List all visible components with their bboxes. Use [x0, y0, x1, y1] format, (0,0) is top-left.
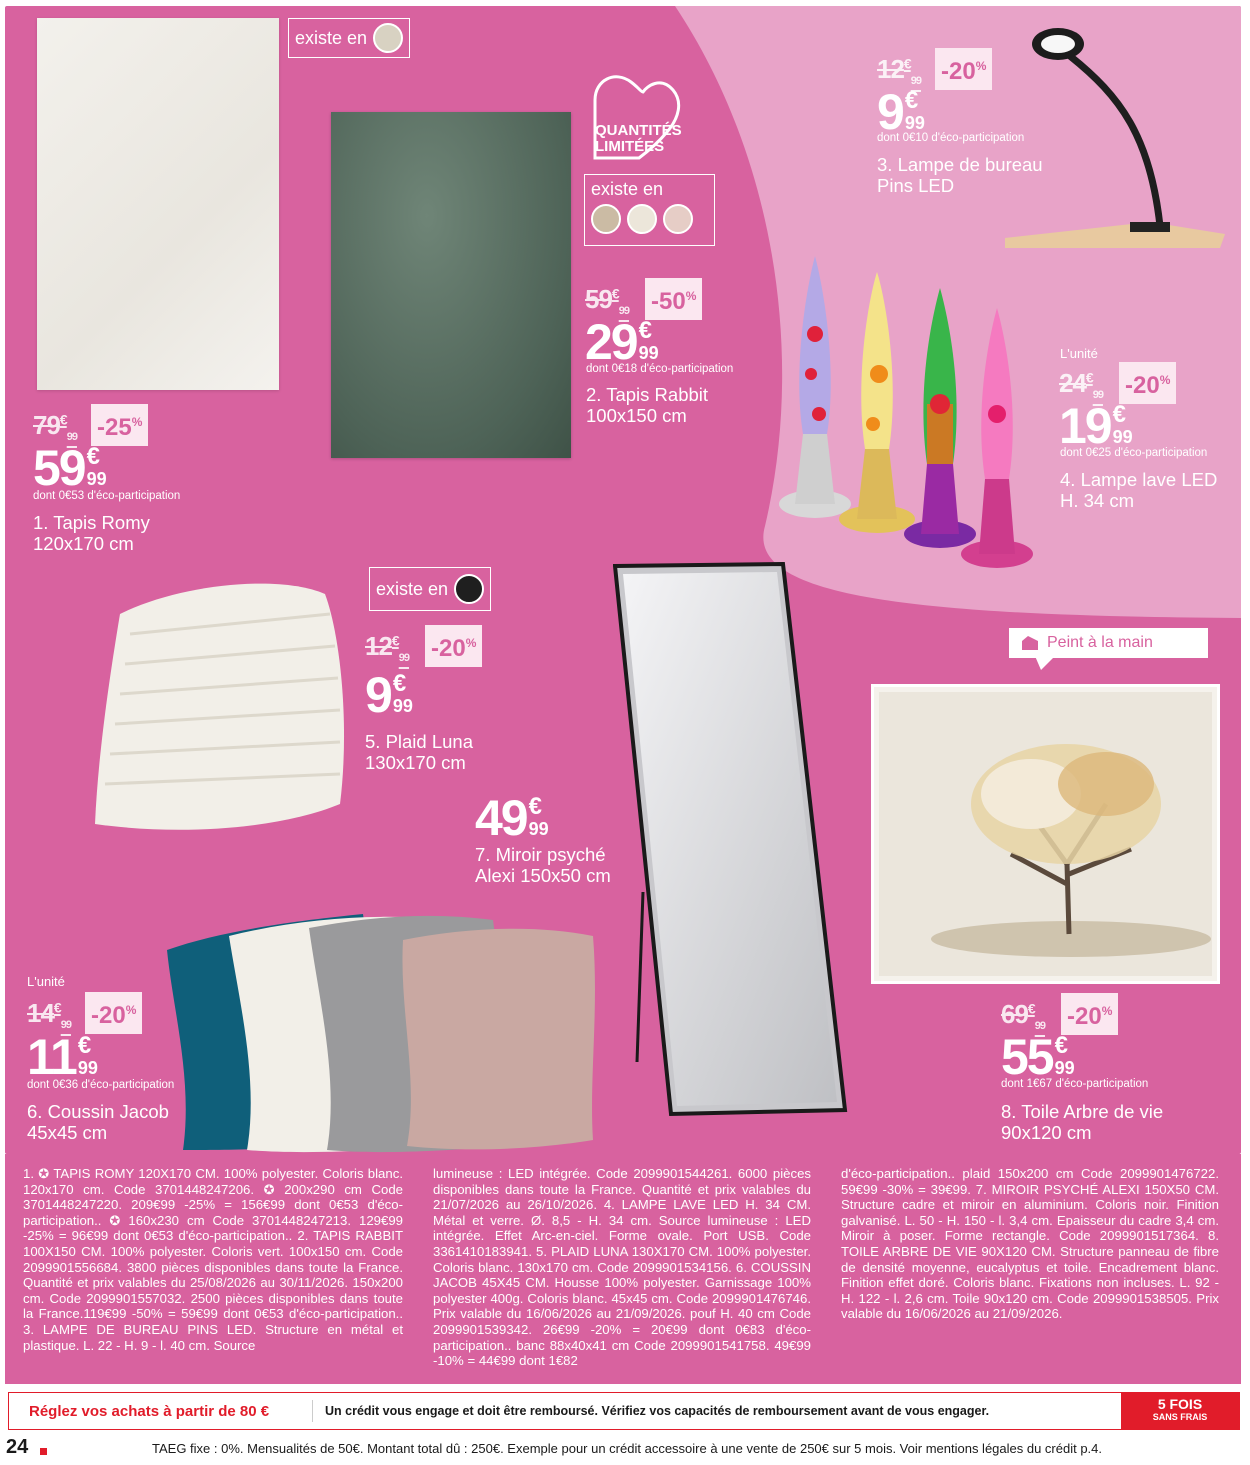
cream-swatch[interactable]	[627, 204, 657, 234]
credit-banner-disclaimer: Un crédit vous engage et doit être remboursé. Vérifiez vos capacités de remboursement avant de vous engager.	[325, 1404, 990, 1418]
eco-participation-4: dont 0€25 d'éco-participation	[1060, 447, 1208, 459]
old-price-8: $69^€_{99}$	[1001, 999, 1045, 1033]
unit-label-6: L'unité	[27, 974, 65, 989]
miroir-psyche-image	[613, 562, 849, 1118]
hand-icon	[1021, 635, 1039, 651]
price-4: 19 € 99	[1059, 398, 1133, 454]
five-times-badge	[1121, 1393, 1239, 1429]
existe-en-label: existe en	[376, 578, 449, 599]
credit-banner-left: Réglez vos achats à partir de 80 €	[9, 1400, 313, 1422]
product-name-4: 4. Lampe lave LED H. 34 cm	[1060, 469, 1218, 511]
coussins-jacob-image	[163, 910, 601, 1154]
discount-badge-2: -50%	[645, 278, 702, 320]
price-2: 29 € 99	[585, 314, 659, 370]
tapis-rabbit-image	[331, 112, 571, 458]
old-price-5: $12^€_{99}$	[365, 631, 409, 665]
details-column-1: 1. ✪ TAPIS ROMY 120X170 CM. 100% polyester. Coloris blanc. 120x170 cm. Code 3701448247206. ✪ 200x290 cm Code 3701448247220. 209€99 -25% = 156€99 dont 0€53 d'éco-participation.. ✪ 160x230 cm Code 3701448247213. 129€99 -25% = 96€99 dont 0€53 d'éco-participation.. 2. TAPIS RABBIT 100X150 CM. 100% polyester. Coloris vert. 100x150 cm. Code 2099901556684. 3800 pièces disponibles dans toute la France. Quantité et prix valables du 25/08/2026 au 30/11/2026. 150x200 cm. Code 2099901557032. 2500 pièces disponibles dans toute la France.119€99 -50% = 59€99 dont 0€53 d'éco-participation.. 3. LAMPE DE BUREAU PINS LED. Structure en métal et plastique. L. 22 - H. 9 - l. 40 cm. Source	[23, 1166, 403, 1353]
pink-swatch[interactable]	[663, 204, 693, 234]
discount-badge-1: -25%	[91, 404, 148, 446]
price-3: 9 € 99	[877, 84, 925, 140]
eco-participation-1: dont 0€53 d'éco-participation	[33, 490, 181, 502]
sans-frais-label: SANS FRAIS	[1152, 1412, 1208, 1422]
lampe-bureau-image	[1000, 16, 1235, 254]
price-5: 9 € 99	[365, 667, 413, 723]
price-6: 11 € 99	[27, 1029, 98, 1085]
eco-participation-6: dont 0€36 d'éco-participation	[27, 1079, 175, 1091]
color-options-rug-rabbit	[288, 18, 410, 58]
quantites-line-2: LIMITÉES	[595, 138, 665, 155]
price-1: 59 € 99	[33, 440, 107, 496]
product-name-5: 5. Plaid Luna 130x170 cm	[365, 731, 474, 773]
price-8: 55 € 99	[1001, 1029, 1075, 1085]
catalog-panel	[5, 6, 1241, 1154]
painted-label: Peint à la main	[1047, 634, 1153, 651]
product-name-2: 2. Tapis Rabbit 100x150 cm	[586, 384, 709, 426]
product-name-7: 7. Miroir psyché Alexi 150x50 cm	[475, 844, 611, 886]
taupe-swatch[interactable]	[591, 204, 621, 234]
quantites-line-1: QUANTITÉS	[595, 122, 682, 139]
old-price-6: $14^€_{99}$	[27, 998, 71, 1032]
old-price-3: $12^€_{99}$	[877, 54, 921, 88]
limited-quantity-badge	[595, 123, 682, 155]
toile-arbre-image	[871, 684, 1220, 984]
tapis-romy-image	[37, 18, 279, 390]
beige-swatch[interactable]	[373, 23, 403, 53]
eco-participation-2: dont 0€18 d'éco-participation	[586, 363, 734, 375]
product-name-8: 8. Toile Arbre de vie 90x120 cm	[1001, 1101, 1164, 1143]
painted-by-hand-tag	[1009, 628, 1208, 658]
taeg-notice: TAEG fixe : 0%. Mensualités de 50€. Montant total dû : 250€. Exemple pour un crédit accessoire à une vente de 250€ sur 5 mois. Voir mentions légales du crédit p.4.	[152, 1441, 1103, 1456]
discount-badge-3: -20%	[935, 48, 992, 90]
black-swatch[interactable]	[454, 574, 484, 604]
old-price-2: $59^€_{99}$	[585, 284, 629, 318]
page-marker	[40, 1448, 47, 1455]
color-options-plaid	[369, 567, 491, 611]
lampes-lave-image	[775, 254, 1045, 584]
existe-en-label: existe en	[591, 179, 664, 199]
page-number: 24	[6, 1436, 29, 1458]
five-times-label: 5 FOIS	[1157, 1396, 1203, 1412]
unit-label-4: L'unité	[1060, 346, 1098, 361]
eco-participation-8: dont 1€67 d'éco-participation	[1001, 1078, 1149, 1090]
details-column-2: lumineuse : LED intégrée. Code 2099901544261. 6000 pièces disponibles dans toute la France. Quantité et prix valables du 21/07/2026 au 26/10/2026. 4. LAMPE LAVE LED H. 34 CM. Métal et verre. Ø. 8,5 - H. 34 cm. Source lumineuse : LED intégrée. Effet Arc-en-ciel. Forme ovale. Port USB. Code 3361410183941. 5. PLAID LUNA 130X170 CM. 100% polyester. Coloris blanc. 130x170 cm. Code 2099901534156. 6. COUSSIN JACOB 45X45 CM. Housse 100% polyester. Garnissage 100% polyester 400g. Coloris blanc. 45x45 cm. Code 2099901476746. Prix valable du 16/06/2026 au 21/09/2026. pouf H. 40 cm Code 2099901539342. 26€99 -20% = 20€99 dont 0€83 d'éco-participation.. banc 88x40x41 cm Code 2099901541758. 49€99 -10% = 44€99 dont 1€82	[433, 1166, 811, 1369]
color-options-rug-rabbit-2	[584, 174, 715, 246]
discount-badge-8: -20%	[1061, 993, 1118, 1035]
discount-badge-4: -20%	[1119, 362, 1176, 404]
plaid-luna-image	[90, 574, 360, 844]
existe-en-label: existe en	[295, 27, 368, 48]
product-name-6: 6. Coussin Jacob 45x45 cm	[27, 1101, 169, 1143]
product-name-1: 1. Tapis Romy 120x170 cm	[33, 512, 150, 554]
discount-badge-6: -20%	[85, 992, 142, 1034]
details-column-3: d'éco-participation.. plaid 150x200 cm Code 2099901476722. 59€99 -30% = 39€99. 7. MIROIR PSYCHÉ ALEXI 150X50 CM. Structure cadre et miroir en aluminium. Coloris noir. Finition galvanisé. L. 50 - H. 150 - l. 3,4 cm. Epaisseur du cadre 3,4 cm. Miroir à poser. Forme rectangle. Code 2099901517364. 8. TOILE ARBRE DE VIE 90X120 CM. Structure panneau de fibre de densité moyenne, eucalyptus et toile. Encadrement blanc. Finition effet doré. Coloris blanc. Fixations non incluses. L. 92 - H. 122 - l. 2,6 cm. Toile 90x120 cm. Code 2099901538505. Prix valable du 16/06/2026 au 21/09/2026.	[841, 1166, 1219, 1322]
old-price-1: $79^€_{99}$	[33, 410, 77, 444]
tag-pointer-icon	[1035, 656, 1055, 670]
price-7: 49 € 99	[475, 790, 549, 846]
product-name-3: 3. Lampe de bureau Pins LED	[877, 154, 1043, 196]
credit-banner	[8, 1392, 1240, 1430]
old-price-4: $24^€_{99}$	[1059, 368, 1103, 402]
discount-badge-5: -20%	[425, 625, 482, 667]
details-panel	[5, 1154, 1241, 1384]
eco-participation-3: dont 0€10 d'éco-participation	[877, 132, 1025, 144]
